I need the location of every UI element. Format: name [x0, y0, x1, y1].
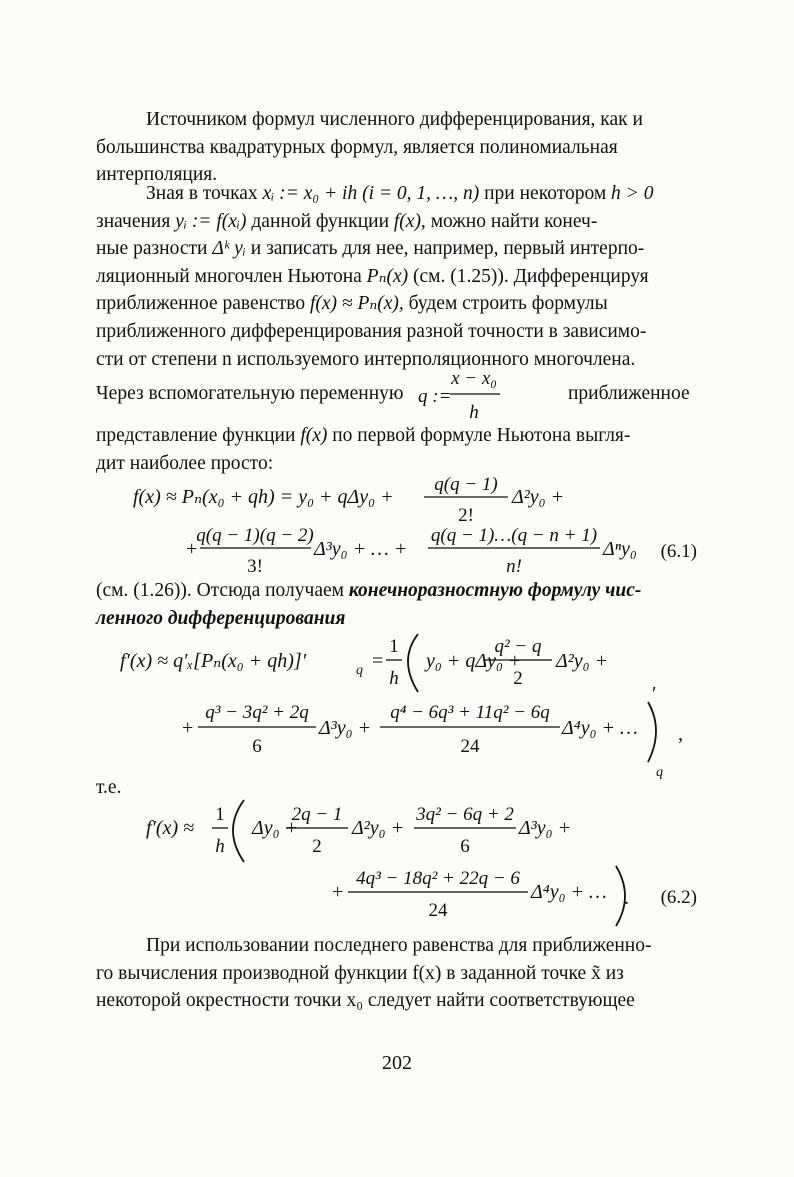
text-line: Через вспомогательную переменную — [96, 383, 404, 404]
text-line: приближенное — [568, 383, 690, 404]
text-line: приближенное равенство f(x) ≈ Pₙ(x), будем строить формулы — [96, 293, 608, 315]
text-line: значения yᵢ := f(xᵢ) данной функции f(x), можно найти конеч- — [96, 210, 598, 232]
eq-numerator: q² − q — [494, 636, 542, 657]
text-line: некоторой окрестности точки x₀ следует найти соответствующее — [96, 990, 635, 1012]
eq-label: (6.2) — [660, 887, 697, 908]
eq-derivative — [120, 634, 683, 780]
eq-denominator: 6 — [252, 736, 262, 757]
left-paren — [233, 800, 244, 862]
eq-text: y₀ + qΔy₀ + — [426, 650, 522, 672]
eq-text: Δ²y₀ + — [556, 650, 609, 672]
eq-period: . — [624, 887, 629, 909]
eq-6-1 — [133, 474, 697, 577]
eq-plus: + — [182, 717, 194, 739]
eq-comma: , — [678, 723, 683, 745]
eq-text: Δⁿy₀ — [603, 538, 637, 560]
eq-numerator: 2q − 1 — [291, 804, 343, 825]
eq-subscript: q — [356, 663, 363, 678]
eq-text: f′(x) ≈ q′ₓ[Pₙ(x₀ + qh)]′ — [120, 650, 307, 672]
text-line: дит наиболее просто: — [96, 452, 274, 474]
text-line: При использовании последнего равенства для приближенно- — [146, 935, 652, 956]
text-line: го вычисления производной функции f(x) в заданной точке x̃ из — [96, 962, 624, 984]
eq-denominator: 3! — [247, 556, 263, 577]
eq-denominator: 24 — [460, 736, 480, 757]
text-line: представление функции f(x) по первой формуле Ньютона выгля- — [96, 425, 631, 446]
eq-numerator: 1 — [215, 804, 225, 825]
eq-q-definition — [418, 368, 500, 423]
eq-text: = — [372, 650, 384, 672]
eq-numerator: q⁴ − 6q³ + 11q² − 6q — [390, 702, 550, 723]
text-line: ные разности Δᵏ yᵢ и записать для нее, например, первый интерпо- — [96, 238, 645, 260]
right-paren — [648, 702, 656, 762]
eq-denominator: h — [215, 836, 225, 857]
text-line: ленного дифференцирования — [96, 607, 346, 629]
eq-text: Δy₀ + — [252, 817, 299, 839]
eq-plus: + — [186, 538, 198, 560]
text-line: (см. (1.26)). Отсюда получаем конечноразностную формулу чис- — [96, 580, 642, 601]
eq-numerator: q(q − 1)(q − 2) — [196, 525, 314, 546]
eq-text: Δ⁴y₀ + … — [531, 881, 607, 903]
eq-numerator: 4q³ − 18q² + 22q − 6 — [356, 868, 520, 889]
eq-text: q := — [418, 386, 452, 407]
eq-text: f(x) ≈ Pₙ(x₀ + qh) = y₀ + qΔy₀ + — [133, 486, 394, 508]
eq-text: Δ³y₀ + — [519, 817, 572, 839]
eq-numerator: x − x₀ — [451, 368, 497, 389]
eq-numerator: q³ − 3q² + 2q — [205, 702, 309, 723]
eq-denominator: 6 — [460, 836, 470, 857]
eq-text: Δ⁴y₀ + … — [562, 717, 638, 739]
eq-denominator: 2 — [513, 668, 523, 689]
eq-numerator: q(q − 1)…(q − n + 1) — [430, 525, 598, 546]
eq-numerator: 3q² − 6q + 2 — [416, 804, 514, 825]
eq-text: f′(x) ≈ — [146, 817, 195, 839]
text-line: Источником формул численного дифференцирования, как и — [146, 109, 643, 130]
eq-numerator: 1 — [389, 636, 399, 657]
eq-text: Δ³y₀ + … + — [314, 538, 408, 560]
eq-plus: + — [332, 881, 344, 903]
eq-6-2 — [146, 800, 697, 926]
text-line: интерполяция. — [96, 164, 218, 186]
text-line: Зная в точках xᵢ := x₀ + ih (i = 0, 1, …, n) при некотором h > 0 — [146, 183, 654, 204]
eq-text: Δ²y₀ + — [352, 817, 405, 839]
eq-prime: ′ — [652, 683, 657, 705]
eq-subscript: q — [656, 765, 663, 780]
te-text: т.е. — [96, 777, 122, 798]
eq-label: (6.1) — [660, 541, 697, 562]
eq-denominator: 24 — [428, 900, 448, 921]
text-line: большинства квадратурных формул, является полиномиальная — [96, 136, 618, 158]
text-line: ляционный многочлен Ньютона Pₙ(x) (см. (1.25)). Дифференцируя — [96, 265, 649, 287]
eq-denominator: 2 — [312, 836, 322, 857]
left-paren — [408, 634, 418, 692]
text-line: приближенного дифференцирования разной точности в зависимо- — [96, 320, 647, 342]
text-line: сти от степени n используемого интерполяционного многочлена. — [96, 348, 636, 370]
eq-denominator: h — [469, 402, 479, 423]
eq-denominator: 2! — [458, 505, 474, 526]
eq-denominator: h — [389, 668, 399, 689]
page-number: 202 — [382, 1052, 412, 1074]
eq-numerator: q(q − 1) — [434, 474, 498, 495]
eq-text: Δ²y₀ + — [512, 486, 565, 508]
eq-denominator: n! — [506, 556, 522, 577]
eq-text: Δ³y₀ + — [319, 717, 372, 739]
